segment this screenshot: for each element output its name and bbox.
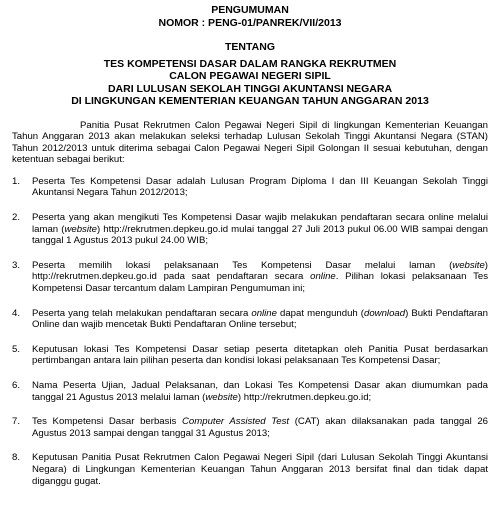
- list-item: [12, 260, 488, 295]
- italic-term: online: [310, 271, 336, 283]
- item-text: [32, 176, 488, 199]
- announcement-title: PENGUMUMAN: [211, 4, 289, 16]
- item-number: 6.: [12, 380, 21, 391]
- text-run: Peserta yang akan mengikuti Tes Kompetensi Dasar wajib melakukan pendaftaran secara online melalui laman (: [32, 212, 488, 235]
- item-text: [32, 452, 488, 487]
- item-number: 2.: [12, 212, 21, 224]
- text-run: Peserta Tes Kompetensi Dasar adalah Lulusan Program Diploma I dan III Keuangan Sekolah Tinggi Akuntansi Negara Tahun 2012/2013;: [32, 175, 488, 199]
- announcement-number: NOMOR : PENG-01/PANREK/VII/2013: [158, 16, 342, 29]
- list-item: [12, 212, 488, 247]
- text-run: dapat mengunduh (: [276, 307, 364, 319]
- item-text: [32, 344, 488, 367]
- text-run: (CAT) akan dilaksanakan pada tanggal 26 Agustus 2013 sampai dengan tanggal 31 Agustus 2013;: [32, 416, 489, 439]
- italic-term: website: [64, 223, 97, 235]
- item-text: [32, 416, 488, 439]
- list-item: [12, 344, 488, 367]
- intro-text: Panitia Pusat Rekrutmen Calon Pegawai Negeri Sipil di lingkungan Kementerian Keuangan Tahun Anggaran 2013 akan melakukan seleksi terhadap Lulusan Sekolah Tinggi Akuntansi Negara (STAN) Tahun 2012/2013 untuk diterima sebagai Calon Pegawai Negeri Sipil Golongan II sesuai kebutuhan, dengan ketentuan sebagai berikut:: [12, 119, 488, 166]
- item-number: 4.: [12, 307, 21, 319]
- item-number: 8.: [12, 452, 21, 464]
- italic-term: Computer Assisted Test: [181, 416, 290, 428]
- text-run: ) http://rekrutmen.depkeu.go.id;: [237, 391, 372, 403]
- italic-term: website: [205, 391, 238, 403]
- italic-term: download: [364, 307, 406, 319]
- text-run: Keputusan Panitia Pusat Rekrutmen Calon Pegawai Negeri Sipil (dari Lulusan Sekolah Tinggi Akuntansi Negara) di Lingkungan Kementerian Keuangan Tahun Anggaran 2013 bersifat final dan tidak dapat diganggu gugat.: [32, 452, 488, 487]
- subject-line-4: DI LINGKUNGAN KEMENTERIAN KEUANGAN TAHUN ANGGARAN 2013: [71, 95, 429, 107]
- item-number: 3.: [12, 259, 21, 271]
- text-run: Nama Peserta Ujian, Jadual Pelaksanan, dan Lokasi Tes Kompetensi Dasar akan diumumkan pada tanggal 21 Agustus 2013 melalui laman (: [32, 380, 488, 403]
- list-item: [12, 176, 488, 199]
- italic-term: online: [251, 307, 277, 319]
- item-text: [32, 212, 488, 247]
- about-label: TENTANG: [225, 41, 275, 53]
- provisions-list: [12, 176, 488, 487]
- list-item: [12, 416, 488, 439]
- text-run: . Pilihan lokasi pelaksanaan Tes Kompetensi Dasar tercantum dalam Lampiran Pengumuman ini;: [32, 271, 488, 295]
- text-run: Tes Kompetensi Dasar berbasis: [32, 416, 182, 428]
- item-number: 5.: [12, 343, 21, 355]
- text-run: ) http://rekrutmen.depkeu.go.id mulai tanggal 27 Juli 2013 pukul 06.00 WIB sampai dengan tanggal 1 Agustus 2013 pukul 24.00 WIB;: [32, 223, 488, 247]
- text-run: Peserta memilih lokasi pelaksanaan Tes Kompetensi Dasar melalui laman (: [32, 259, 453, 271]
- intro-paragraph: [12, 120, 488, 166]
- subject-line-1: TES KOMPETENSI DASAR DALAM RANGKA REKRUTMEN: [103, 57, 397, 70]
- text-run: Keputusan lokasi Tes Kompetensi Dasar setiap peserta ditetapkan oleh Panitia Pusat berdasarkan pertimbangan antara lain pilihan peserta dan kondisi lokasi pelaksanaan Tes Kompetensi Dasar;: [32, 343, 488, 367]
- item-number: 1.: [12, 175, 21, 187]
- text-run: ) http://rekrutmen.depkeu.go.id pada saat pendaftaran secara: [32, 259, 488, 283]
- subject-line-2: CALON PEGAWAI NEGERI SIPIL: [169, 70, 331, 82]
- italic-term: website: [452, 259, 485, 271]
- text-run: Peserta yang telah melakukan pendaftaran secara: [32, 307, 252, 319]
- item-text: [32, 380, 488, 403]
- text-run: ) Bukti Pendaftaran Online dan wajib mencetak Bukti Pendaftaran Online tersebut;: [32, 307, 488, 331]
- list-item: [12, 452, 488, 487]
- list-item: [12, 308, 488, 331]
- item-text: [32, 308, 488, 331]
- item-number: 7.: [12, 416, 21, 428]
- document-header: [12, 4, 488, 108]
- subject-line-3: DARI LULUSAN SEKOLAH TINGGI AKUNTANSI NEGARA: [107, 82, 393, 95]
- item-text: [32, 260, 488, 295]
- list-item: [12, 380, 488, 403]
